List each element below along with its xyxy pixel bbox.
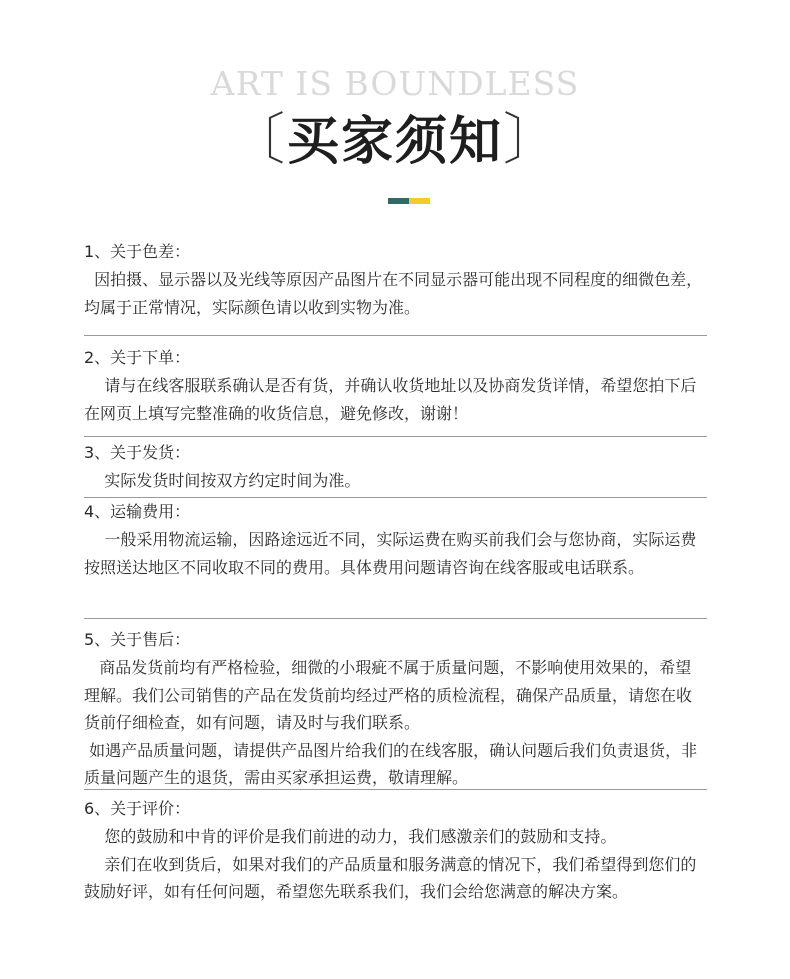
section-after-sales: [84, 626, 706, 792]
section-paragraph: 如遇产品质量问题，请提供产品图片给我们的在线客服，确认问题后我们负责退货，非质量问题产生的退货，需由买家承担运费，敬请理解。: [84, 740, 698, 787]
section-paragraph: 商品发货前均有严格检验，细微的小瑕疵不属于质量问题，不影响使用效果的，希望理解。我们公司销售的产品在发货前均经过严格的质检流程，确保产品质量，请您在收货前仔细检查，如有问题，请及时与我们联系。: [84, 658, 693, 732]
page-title-text: 买家须知: [286, 111, 503, 172]
section-ordering: [84, 344, 706, 427]
title-bracket-right: 〕: [503, 108, 561, 173]
accent-bar-green: [388, 198, 409, 204]
section-title: 3、关于发货：: [84, 443, 191, 462]
section-paragraph: 一般采用物流运输，因路途远近不同，实际运费在购买前我们会与您协商，实际运费按照送达地区不同收取不同的费用。具体费用问题请咨询在线客服或电话联系。: [84, 530, 697, 577]
section-paragraph: 亲们在收到货后，如果对我们的产品质量和服务满意的情况下，我们希望得到您们的鼓励好评，如有任何问题，希望您先联系我们，我们会给您满意的解决方案。: [84, 854, 697, 901]
section-paragraph: 因拍摄、显示器以及光线等原因产品图片在不同显示器可能出现不同程度的细微色差，均属于正常情况，实际颜色请以收到实物为准。: [84, 270, 703, 317]
title-bracket-left: 〔: [228, 108, 287, 173]
divider: [84, 335, 707, 336]
divider: [84, 436, 707, 437]
section-title: 2、关于下单：: [84, 348, 191, 367]
divider: [84, 618, 707, 619]
section-title: 1、关于色差：: [84, 242, 191, 261]
divider: [84, 789, 707, 790]
section-title: 4、运输费用：: [84, 502, 191, 521]
accent-bar-yellow: [409, 198, 430, 204]
page-title: [0, 108, 790, 175]
section-paragraph: 您的鼓励和中肯的评价是我们前进的动力，我们感激亲们的鼓励和支持。: [104, 827, 617, 846]
section-shipping: [84, 439, 706, 495]
section-shipping-cost: [84, 498, 706, 581]
section-reviews: [84, 795, 706, 906]
section-title: 6、关于评价：: [84, 799, 191, 818]
header-english-title: ART IS BOUNDLESS: [210, 64, 580, 103]
section-paragraph: 实际发货时间按双方约定时间为准。: [104, 471, 361, 490]
section-color-difference: [84, 238, 706, 321]
title-accent-bar: [388, 198, 430, 204]
section-paragraph: 请与在线客服联系确认是否有货，并确认收货地址以及协商发货详情，希望您拍下后在网页上填写完整准确的收货信息，避免修改，谢谢！: [84, 376, 697, 423]
section-title: 5、关于售后：: [84, 630, 191, 649]
